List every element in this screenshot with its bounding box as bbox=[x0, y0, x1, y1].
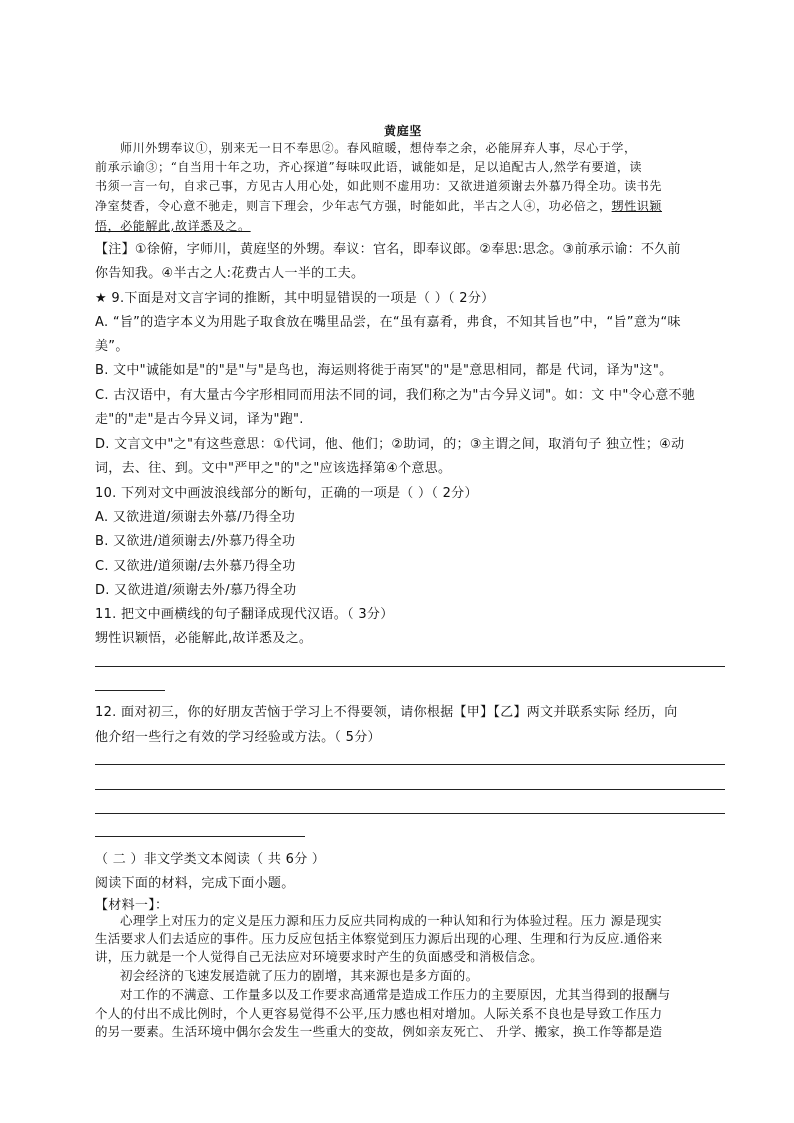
passage-line-3: 书须一言一句，自求己事，方见古人用心处，如此则不虚用功：又欲进道须谢去外慕乃得全功。读书先 bbox=[95, 179, 663, 193]
passage-line-4-text: 净室焚香，令心意不驰走，则言下理会，少年志气方强，时能如此，半古之人④，功必倍之， bbox=[95, 199, 612, 213]
q10-option-b: B. 又欲进/道须谢去/外慕乃得全功 bbox=[95, 534, 296, 549]
material-p3-line2: 个人的付出不成比例时，个人更容易觉得不公平,压力感也相对增加。人际关系不良也是导致工作压力 bbox=[95, 1006, 663, 1021]
material-p1-line3: 讲，压力就是一个人觉得自己无法应对环境要求时产生的负面感受和消极信念。 bbox=[95, 949, 544, 964]
passage-line-1: 师川外甥奉议①，别来无一日不奉思②。春风暄暖，想侍奉之余，必能屏弃人事，尽心于学， bbox=[120, 141, 637, 155]
q9-option-c-line1: C. 古汉语中，有大量古今字形相同而用法不同的词，我们称之为"古今异义词"。如：文 中"令心意不驰 bbox=[95, 388, 696, 403]
q12-answer-line-2[interactable] bbox=[95, 789, 725, 790]
q10-option-c: C. 又欲进/道须谢/去外慕乃得全功 bbox=[95, 559, 296, 574]
note-line-1: 【注】①徐俯，字师川，黄庭坚的外甥。奉议：官名，即奉议郎。②奉思:思念。③前承示谕：不久前 bbox=[95, 242, 681, 257]
note-line-2: 你告知我。④半古之人:花费古人一半的工夫。 bbox=[95, 266, 365, 281]
q11-answer-line-2[interactable] bbox=[95, 690, 165, 691]
q11-answer-line-1[interactable] bbox=[95, 666, 725, 667]
q10-option-a: A. 又欲进道/须谢去外慕/乃得全功 bbox=[95, 510, 296, 525]
q9-option-d-line2: 词，去、往、到。文中"严甲之"的"之"应该选择第④个意思。 bbox=[95, 461, 452, 476]
q12-answer-line-4[interactable] bbox=[95, 836, 305, 837]
q12-answer-line-3[interactable] bbox=[95, 813, 725, 814]
q9-option-a-line1: A. “旨”的造字本义为用匙子取食放在嘴里品尝，在“虽有嘉肴，弗食，不知其旨也”中，“旨”意为“味 bbox=[95, 315, 681, 330]
passage-title: 黄庭坚 bbox=[384, 124, 422, 138]
q12-line-1: 12. 面对初三，你的好朋友苦恼于学习上不得要领，请你根据【甲】【乙】两文并联系实际 经历，向 bbox=[95, 705, 678, 720]
passage-line-2: 前承示谕③；“自当用十年之功，齐心探道”每味叹此语，诚能如是，足以追配古人,然学有要道，读 bbox=[95, 160, 643, 174]
q10-stem: 10. 下列对文中画波浪线部分的断句，正确的一项是（ ）（ 2分） bbox=[95, 486, 478, 501]
material-p1-line1: 心理学上对压力的定义是压力源和压力反应共同构成的一种认知和行为体验过程。压力 源是现实 bbox=[120, 913, 662, 928]
q10-option-d: D. 又欲进道/须谢去外/慕乃得全功 bbox=[95, 583, 297, 598]
passage-line-4 bbox=[95, 197, 662, 214]
q12-answer-line-1[interactable] bbox=[95, 764, 725, 765]
q9-stem: ★ 9.下面是对文言字词的推断，其中明显错误的一项是（ ）（ 2分） bbox=[95, 291, 495, 306]
material-p3-line1: 对工作的不满意、工作量多以及工作要求高通常是造成工作压力的主要原因，尤其当得到的报酬与 bbox=[120, 987, 671, 1002]
section2-instruction: 阅读下面的材料，完成下面小题。 bbox=[95, 876, 295, 891]
q9-option-c-line2: 走"的"走"是古今异义词，译为"跑". bbox=[95, 412, 304, 427]
material-p2: 初会经济的飞速发展造就了压力的剧增，其来源也是多方面的。 bbox=[120, 968, 479, 983]
underlined-sentence-end: 悟，必能解此,故详悉及之。 bbox=[95, 219, 251, 233]
material-p1-line2: 生活要求人们去适应的事件。压力反应包括主体察觉到压力源后出现的心理、生理和行为反应.通俗来 bbox=[95, 931, 663, 946]
q11-stem: 11. 把文中画横线的句子翻译成现代汉语。（ 3分） bbox=[95, 607, 394, 622]
q9-option-d-line1: D. 文言文中"之"有这些意思：①代词，他、他们；②助词，的；③主谓之间，取消句子 独立性；④动 bbox=[95, 437, 685, 452]
underlined-sentence-start: 甥性识颖 bbox=[611, 199, 663, 213]
q11-sentence: 甥性识颖悟，必能解此,故详悉及之。 bbox=[95, 631, 313, 646]
material-label: 【材料一】： bbox=[95, 898, 169, 913]
q9-option-a-line2: 美”。 bbox=[95, 339, 129, 354]
material-p3-line3: 的另一要素。生活环境中偶尔会发生一些重大的变故，例如亲友死亡、 升学、搬家，换工作等都是造 bbox=[95, 1024, 663, 1039]
q12-line-2: 他介绍一些行之有效的学习经验或方法。（ 5分） bbox=[95, 730, 381, 745]
q9-option-b: B. 文中"诚能如是"的"是"与"是鸟也，海运则将徙于南冥"的"是"意思相同，都是 代词，译为"这"。 bbox=[95, 363, 673, 378]
section2-title: （ 二 ）非文学类文本阅读（ 共 6分 ） bbox=[95, 852, 326, 867]
